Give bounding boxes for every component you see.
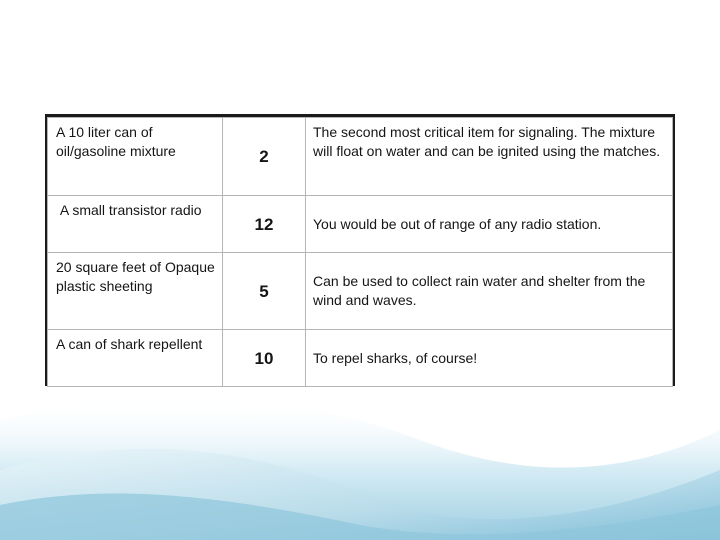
rank-cell: 10 <box>223 330 306 387</box>
survival-items-table <box>45 114 675 386</box>
table-row <box>48 196 673 253</box>
items-table-grid <box>47 117 673 387</box>
reason-cell: To repel sharks, of course! <box>306 330 673 387</box>
reason-cell: Can be used to collect rain water and shelter from the wind and waves. <box>306 253 673 330</box>
reason-cell: The second most critical item for signaling. The mixture will float on water and can be ignited using the matches. <box>306 118 673 196</box>
item-name-cell: A small transistor radio <box>48 196 223 253</box>
rank-cell: 2 <box>223 118 306 196</box>
rank-cell: 5 <box>223 253 306 330</box>
table-row <box>48 330 673 387</box>
item-name-cell: A 10 liter can of oil/gasoline mixture <box>48 118 223 196</box>
rank-cell: 12 <box>223 196 306 253</box>
item-name-cell: A can of shark repellent <box>48 330 223 387</box>
item-name-cell: 20 square feet of Opaque plastic sheeting <box>48 253 223 330</box>
reason-cell: You would be out of range of any radio station. <box>306 196 673 253</box>
table-row <box>48 253 673 330</box>
table-row <box>48 118 673 196</box>
